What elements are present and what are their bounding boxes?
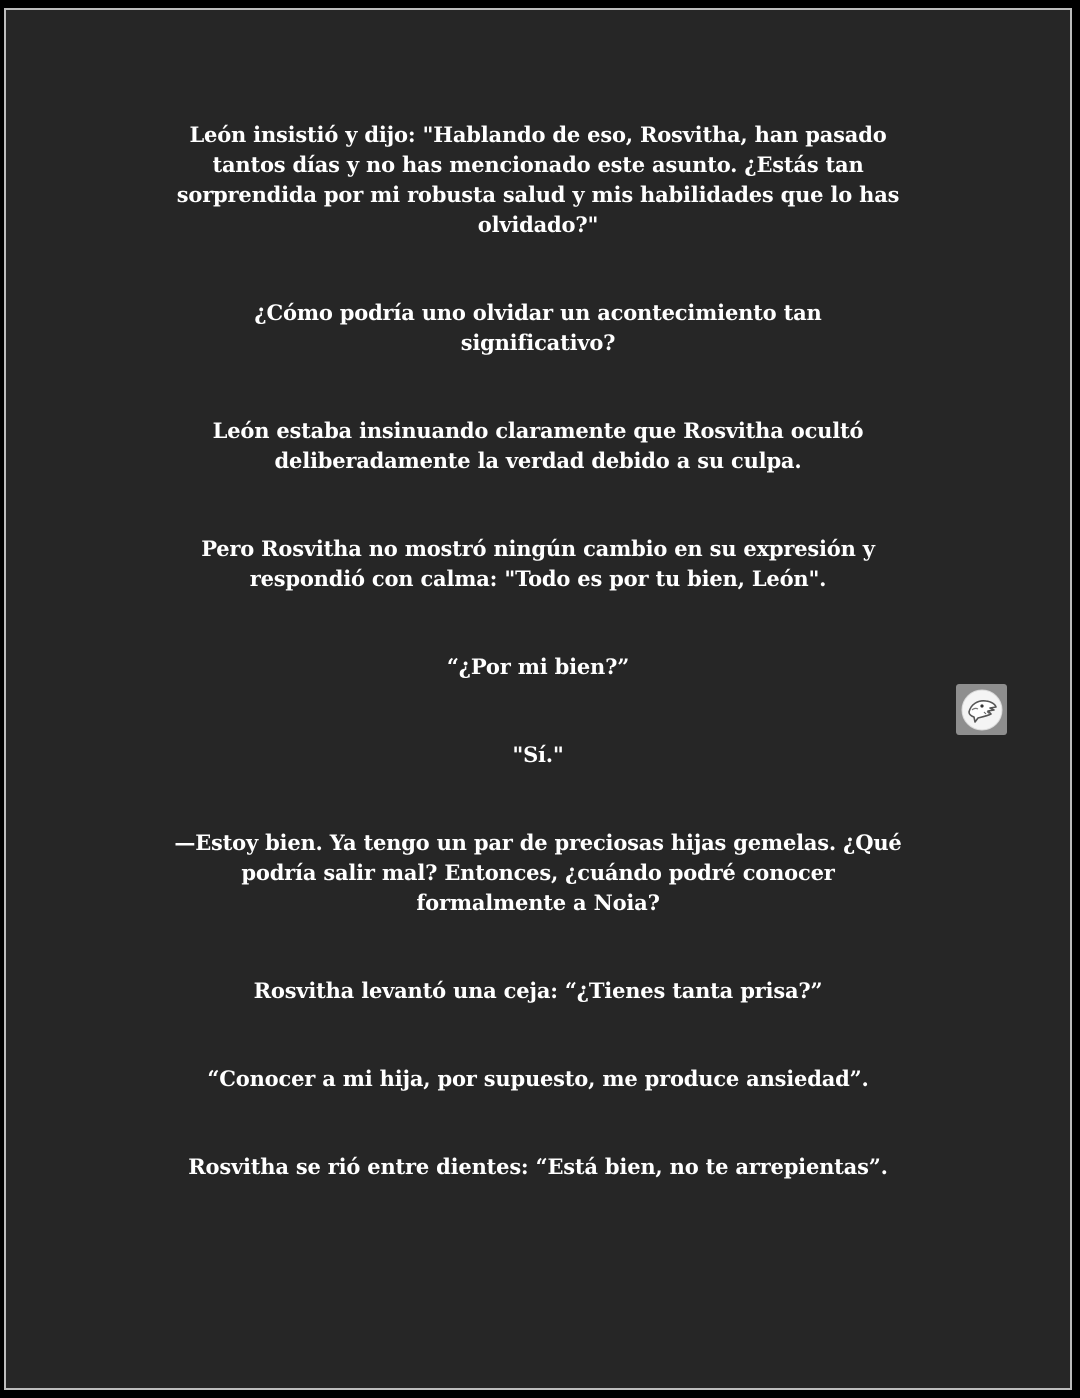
chapter-text (145, 120, 931, 1182)
paragraph: León insistió y dijo: "Hablando de eso, Rosvitha, han pasado tantos días y no has mencionado este asunto. ¿Estás tan sorprendida por mi robusta salud y mis habilidades que lo has olvidado?" (176, 122, 900, 237)
dinosaur-head-icon (960, 688, 1004, 732)
paragraph: —Estoy bien. Ya tengo un par de preciosas hijas gemelas. ¿Qué podría salir mal? Entonces, ¿cuándo podré conocer formalmente a Noia? (174, 830, 902, 915)
paragraph: León estaba insinuando claramente que Rosvitha ocultó deliberadamente la verdad debido a su culpa. (212, 418, 864, 473)
paragraph: ¿Cómo podría uno olvidar un acontecimiento tan significativo? (254, 300, 822, 355)
paragraph: “¿Por mi bien?” (446, 654, 630, 679)
paragraph: “Conocer a mi hija, por supuesto, me produce ansiedad”. (207, 1066, 869, 1091)
floating-assistant-button[interactable] (956, 684, 1007, 735)
paragraph: "Sí." (512, 742, 564, 767)
paragraph: Rosvitha levantó una ceja: “¿Tienes tanta prisa?” (253, 978, 823, 1003)
paragraph: Pero Rosvitha no mostró ningún cambio en su expresión y respondió con calma: "Todo es por tu bien, León". (201, 536, 875, 591)
paragraph: Rosvitha se rió entre dientes: “Está bien, no te arrepientas”. (188, 1154, 888, 1179)
